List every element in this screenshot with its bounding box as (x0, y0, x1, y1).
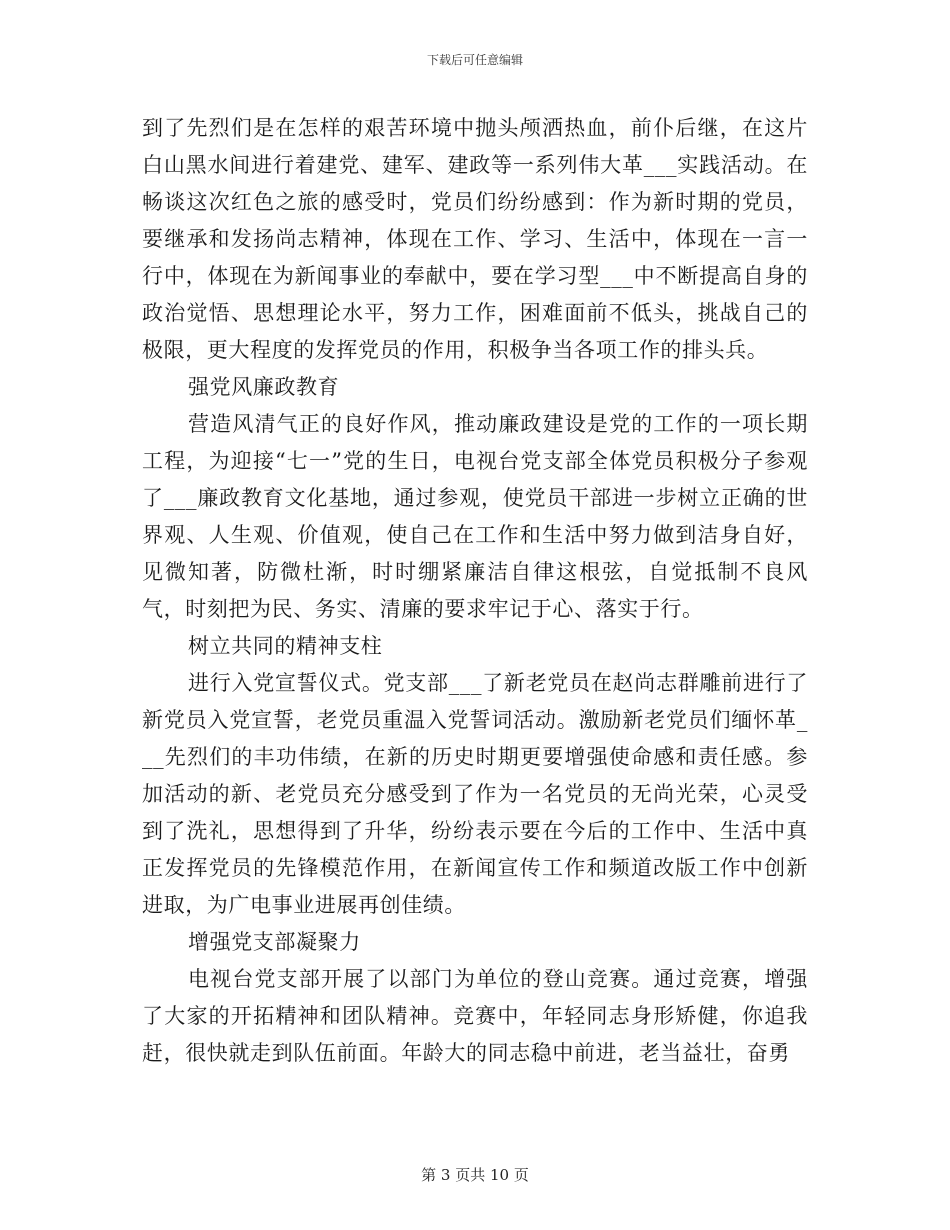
paragraph-climbing-contest: 电视台党支部开展了以部门为单位的登山竞赛。通过竞赛，增强了大家的开拓精神和团队精神。竞赛中，年轻同志身形矫健，你追我赶，很快就走到队伍前面。年龄大的同志稳中前进，老当益壮，奋勇 (142, 967, 808, 1065)
page-number: 第 3 页共 10 页 (421, 1166, 529, 1184)
section-heading-spiritual-pillar: 树立共同的精神支柱 (188, 634, 383, 658)
paragraph-integrity-education: 营造风清气正的良好作风，推动廉政建设是党的工作的一项长期工程，为迎接“七一”党的生日，电视台党支部全体党员积极分子参观了___廉政教育文化基地，通过参观，使党员干部进一步树立正确的世界观、人生观、价值观，使自己在工作和生活中努力做到洁身自好，见微知著，防微杜渐，时时绷紧廉洁自律这根弦，自觉抵制不良风气，时刻把为民、务实、清廉的要求牢记于心、落实于行。 (142, 412, 808, 621)
section-heading-cohesion: 增强党支部凝聚力 (188, 930, 361, 954)
document-body (142, 110, 808, 1072)
paragraph-oath-ceremony: 进行入党宣誓仪式。党支部___了新老党员在赵尚志群雕前进行了新党员入党宣誓，老党员重温入党誓词活动。激励新老党员们缅怀革___先烈们的丰功伟绩，在新的历史时期更要增强使命感和责任感。参加活动的新、老党员充分感受到了作为一名党员的无尚光荣，心灵受到了洗礼，思想得到了升华，纷纷表示要在今后的工作中、生活中真正发挥党员的先锋模范作用，在新闻宣传工作和频道改版工作中创新进取，为广电事业进展再创佳绩。 (142, 671, 808, 917)
section-heading-party-conduct: 强党风廉政教育 (188, 375, 340, 399)
page-header: 下载后可任意编辑 (426, 53, 523, 67)
paragraph-continuation: 到了先烈们是在怎样的艰苦环境中抛头颅洒热血，前仆后继，在这片白山黑水间进行着建党、建军、建政等一系列伟大革___实践活动。在畅谈这次红色之旅的感受时，党员们纷纷感到：作为新时期的党员，要继承和发扬尚志精神，体现在工作、学习、生活中，体现在一言一行中，体现在为新闻事业的奉献中，要在学习型___中不断提高自身的政治觉悟、思想理论水平，努力工作，困难面前不低头，挑战自己的极限，更大程度的发挥党员的作用，积极争当各项工作的排头兵。 (142, 116, 808, 362)
